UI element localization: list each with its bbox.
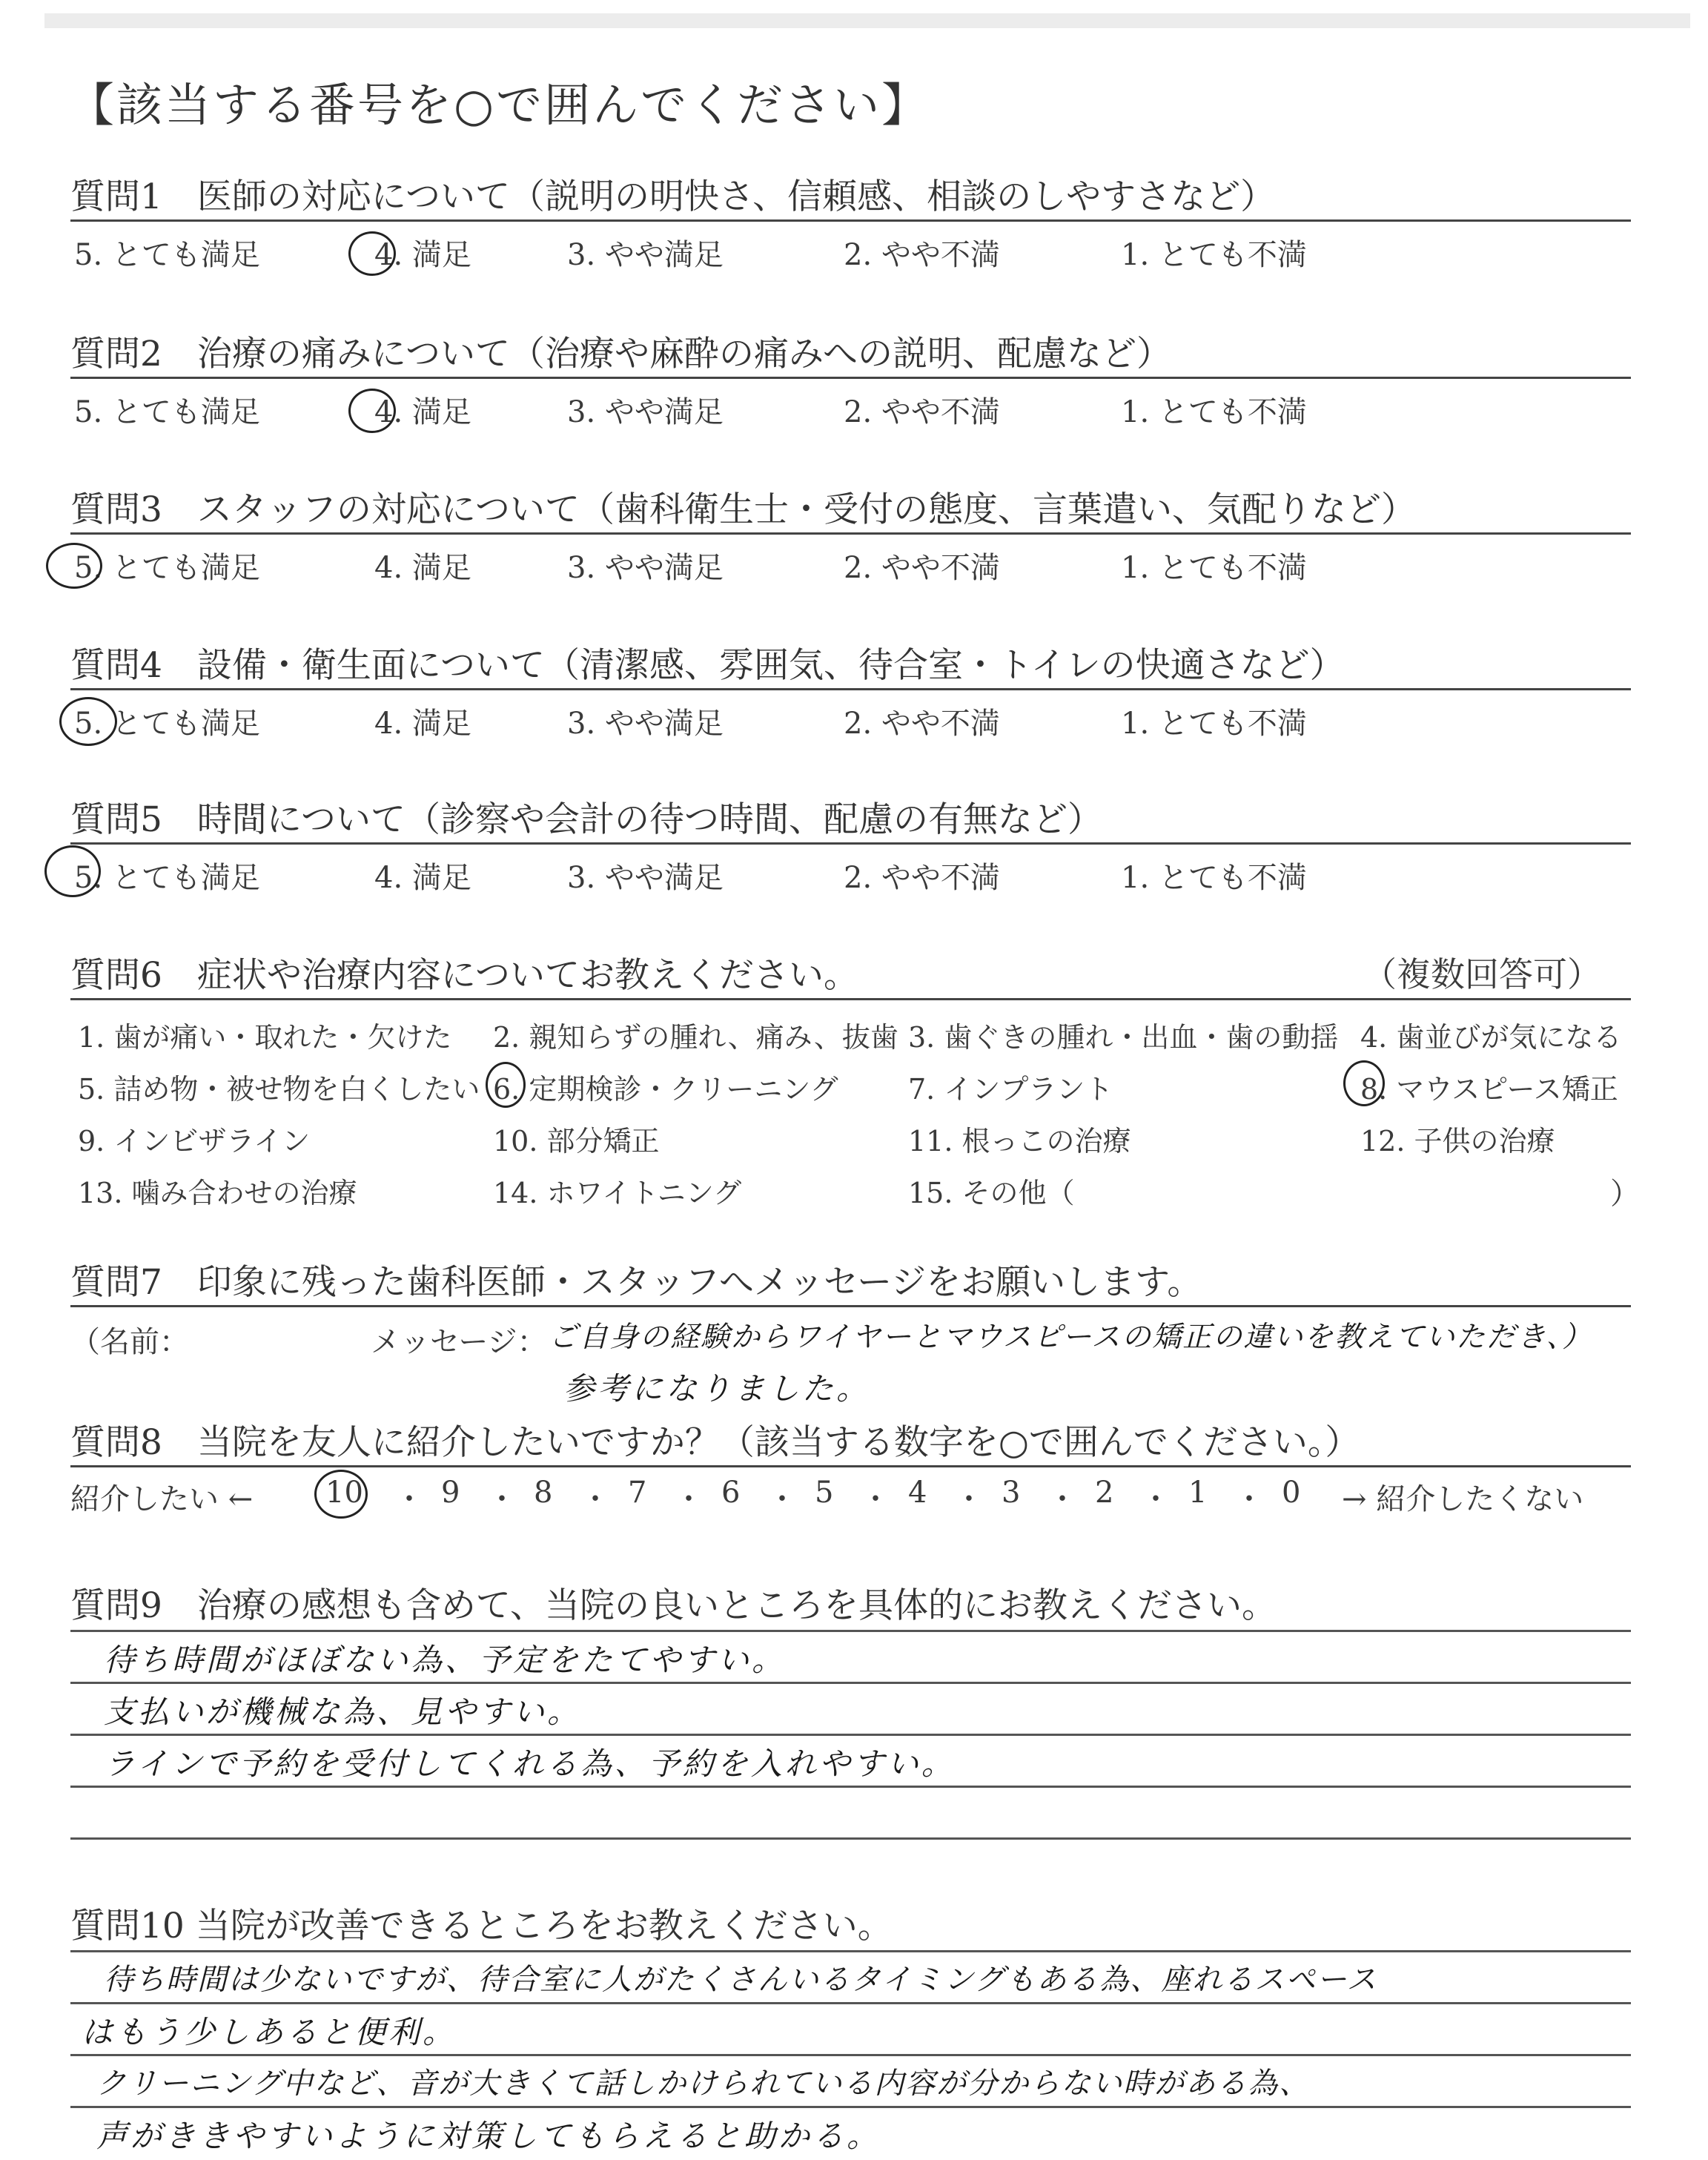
q3-option-2[interactable]: 2. やや不満 [844, 551, 1000, 585]
q9-writing-line [70, 1786, 1631, 1788]
q3-option-5[interactable]: 5. とても満足 [74, 551, 260, 585]
q10-answer-line-1: 待ち時間は少ないですが、待合室に人がたくさんいるタイミングもある為、座れるスペース [104, 1963, 1378, 1997]
question-3-rule [70, 532, 1631, 535]
q6-option-9[interactable]: 9. インビザライン [78, 1125, 311, 1157]
q8-scale-1[interactable]: 1 [1188, 1476, 1208, 1510]
q2-selected-circle [348, 389, 396, 433]
question-4-title: 質問4 設備・衛生面について（清潔感、雰囲気、待合室・トイレの快適さなど） [70, 645, 1345, 686]
q4-option-4[interactable]: 4. 満足 [374, 707, 471, 741]
q6-option-15[interactable]: 15. その他（ [908, 1177, 1075, 1209]
q6-option-2[interactable]: 2. 親知らずの腫れ、痛み、抜歯 [493, 1021, 898, 1054]
q9-answer-line-3: ラインで予約を受付してくれる為、予約を入れやすい。 [104, 1745, 956, 1782]
question-8-title: 質問8 当院を友人に紹介したいですか？（該当する数字を○で囲んでください。） [70, 1422, 1360, 1463]
q6-option-12[interactable]: 12. 子供の治療 [1360, 1125, 1555, 1157]
page-heading: 【該当する番号を○で囲んでください】 [68, 78, 930, 132]
q3-option-4[interactable]: 4. 満足 [374, 551, 471, 585]
q4-option-5[interactable]: 5. とても満足 [74, 707, 260, 741]
q3-option-1[interactable]: 1. とても不満 [1121, 551, 1307, 585]
q2-option-2[interactable]: 2. やや不満 [844, 395, 1000, 429]
q5-option-5[interactable]: 5. とても満足 [74, 861, 260, 895]
q2-option-4[interactable]: 4. 満足 [374, 395, 471, 429]
q5-option-1[interactable]: 1. とても不満 [1121, 861, 1307, 895]
q6-option-14[interactable]: 14. ホワイトニング [493, 1177, 742, 1209]
question-6-multiple-note: （複数回答可） [1363, 954, 1601, 994]
q8-scale-dot: ・ [1047, 1482, 1077, 1516]
q5-option-4[interactable]: 4. 満足 [374, 861, 471, 895]
q4-option-3[interactable]: 3. やや満足 [567, 707, 724, 741]
q6-option-11[interactable]: 11. 根っこの治療 [908, 1125, 1131, 1157]
q8-right-label: → 紹介したくない [1342, 1482, 1584, 1516]
q7-name-label: （名前： [70, 1325, 189, 1359]
q8-scale-7[interactable]: 7 [628, 1476, 647, 1510]
question-10-title: 質問10 当院が改善できるところをお教えください。 [70, 1906, 893, 1946]
q6-other-paren-close: ） [1610, 1177, 1640, 1211]
q1-option-1[interactable]: 1. とても不満 [1121, 238, 1307, 272]
question-6-title: 質問6 症状や治療内容についてお教えください。 [70, 955, 858, 996]
q1-option-4[interactable]: 4. 満足 [374, 238, 471, 272]
q10-answer-line-4: 声がききやすいように対策してもらえると助かる。 [96, 2118, 881, 2154]
q6-option-7[interactable]: 7. インプラント [908, 1073, 1113, 1106]
q4-selected-circle [59, 697, 117, 746]
question-3-title: 質問3 スタッフの対応について（歯科衛生士・受付の態度、言葉遣い、気配りなど） [70, 489, 1416, 530]
q10-answer-line-2: はもう少しあると便利。 [82, 2014, 457, 2050]
q8-scale-2[interactable]: 2 [1095, 1476, 1114, 1510]
q10-writing-line [70, 2002, 1631, 2004]
q8-selected-circle [314, 1470, 368, 1519]
question-2-options [74, 389, 1334, 433]
q8-scale-10[interactable]: 10 [325, 1476, 363, 1510]
q9-writing-line [70, 1837, 1631, 1840]
q9-writing-line [70, 1734, 1631, 1736]
q8-scale-dot: ・ [767, 1482, 797, 1516]
q1-option-2[interactable]: 2. やや不満 [844, 238, 1000, 272]
question-7-title: 質問7 印象に残った歯科医師・スタッフへメッセージをお願いします。 [70, 1262, 1202, 1303]
q8-scale-0[interactable]: 0 [1282, 1476, 1301, 1510]
q8-scale-4[interactable]: 4 [908, 1476, 927, 1510]
q9-writing-line [70, 1682, 1631, 1684]
question-2-rule [70, 377, 1631, 379]
q6-option-6[interactable]: 6. 定期検診・クリーニング [493, 1073, 838, 1106]
q7-message-line-1: ご自身の経験からワイヤーとマウスピースの矯正の違いを教えていただき、） [549, 1321, 1593, 1354]
question-1-rule [70, 219, 1631, 222]
q8-scale-dot: ・ [487, 1482, 517, 1516]
question-4-options [74, 700, 1334, 744]
question-7-rule [70, 1305, 1631, 1307]
q5-option-2[interactable]: 2. やや不満 [844, 861, 1000, 895]
q6-selected-circle-6 [486, 1062, 526, 1108]
q8-scale-dot: ・ [394, 1482, 424, 1516]
question-4-rule [70, 688, 1631, 690]
q8-scale-dot: ・ [580, 1482, 610, 1516]
q6-option-8[interactable]: 8. マウスピース矯正 [1360, 1073, 1618, 1106]
q6-option-10[interactable]: 10. 部分矯正 [493, 1125, 660, 1157]
q8-recommend-scale [70, 1476, 1642, 1520]
q8-scale-8[interactable]: 8 [534, 1476, 553, 1510]
question-3-options [74, 544, 1334, 589]
q8-left-label: 紹介したい ← [70, 1482, 254, 1516]
q6-option-3[interactable]: 3. 歯ぐきの腫れ・出血・歯の動揺 [908, 1021, 1339, 1054]
q8-scale-dot: ・ [674, 1482, 704, 1516]
q9-answer-line-2: 支払いが機械な為、見やすい。 [104, 1694, 582, 1730]
scan-edge-strip [44, 13, 1690, 28]
q6-option-13[interactable]: 13. 噛み合わせの治療 [78, 1177, 357, 1209]
q2-option-5[interactable]: 5. とても満足 [74, 395, 260, 429]
q10-answer-line-3: クリーニング中など、音が大きくて話しかけられている内容が分からない時がある為、 [96, 2067, 1311, 2101]
q6-option-1[interactable]: 1. 歯が痛い・取れた・欠けた [78, 1021, 452, 1054]
q8-scale-dot: ・ [1141, 1482, 1171, 1516]
q8-scale-3[interactable]: 3 [1002, 1476, 1021, 1510]
q4-option-2[interactable]: 2. やや不満 [844, 707, 1000, 741]
q10-writing-line [70, 2054, 1631, 2056]
q6-option-5[interactable]: 5. 詰め物・被せ物を白くしたい [78, 1073, 480, 1106]
q6-option-4[interactable]: 4. 歯並びが気になる [1360, 1021, 1622, 1054]
q8-scale-dot: ・ [954, 1482, 984, 1516]
question-6-rule [70, 998, 1631, 1000]
q1-selected-circle [348, 231, 396, 276]
question-1-title: 質問1 医師の対応について（説明の明快さ、信頼感、相談のしやすさなど） [70, 176, 1276, 217]
q10-writing-line [70, 2106, 1631, 2108]
question-2-title: 質問2 治療の痛みについて（治療や麻酔の痛みへの説明、配慮など） [70, 334, 1172, 374]
q2-option-3[interactable]: 3. やや満足 [567, 395, 724, 429]
q3-selected-circle [46, 543, 102, 589]
q1-option-5[interactable]: 5. とても満足 [74, 238, 260, 272]
q9-answer-line-1: 待ち時間がほぼない為、予定をたてやすい。 [104, 1642, 787, 1678]
q2-option-1[interactable]: 1. とても不満 [1121, 395, 1307, 429]
question-9-title: 質問9 治療の感想も含めて、当院の良いところを具体的にお教えください。 [70, 1585, 1277, 1626]
q5-selected-circle [44, 845, 101, 897]
question-5-options [74, 854, 1334, 899]
q8-scale-6[interactable]: 6 [721, 1476, 741, 1510]
q7-message-line-2: 参考になりました。 [563, 1370, 871, 1407]
q3-option-3[interactable]: 3. やや満足 [567, 551, 724, 585]
question-5-rule [70, 842, 1631, 845]
q10-writing-line [70, 1950, 1631, 1952]
q8-scale-9[interactable]: 9 [441, 1476, 460, 1510]
q9-writing-line [70, 1630, 1631, 1632]
question-5-title: 質問5 時間について（診察や会計の待つ時間、配慮の有無など） [70, 799, 1102, 840]
q7-message-label: メッセージ： [371, 1325, 547, 1359]
question-1-options [74, 231, 1334, 276]
q8-scale-5[interactable]: 5 [815, 1476, 834, 1510]
q4-option-1[interactable]: 1. とても不満 [1121, 707, 1307, 741]
q8-scale-dot: ・ [1234, 1482, 1264, 1516]
q1-option-3[interactable]: 3. やや満足 [567, 238, 724, 272]
q5-option-3[interactable]: 3. やや満足 [567, 861, 724, 895]
q8-scale-dot: ・ [861, 1482, 890, 1516]
q6-selected-circle-8 [1343, 1060, 1385, 1106]
question-8-rule [70, 1465, 1631, 1467]
